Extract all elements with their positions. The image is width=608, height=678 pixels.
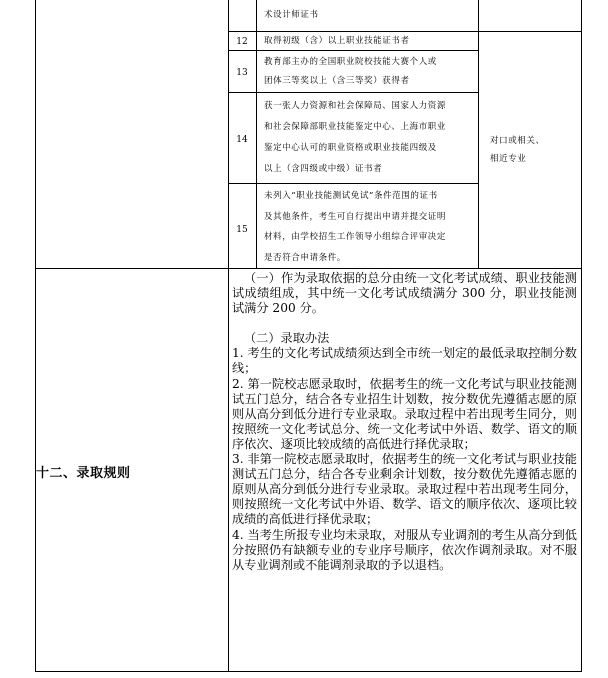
row-text-line: 材料，由学校招生工作领导小组综合评审决定: [264, 232, 447, 242]
row-text-line: 以上（含四级或中级）证书者: [264, 164, 383, 174]
row-number: 12: [236, 37, 248, 47]
rules-paragraph: 3. 非第一院校志愿录取时，依据考生的统一文化考试与职业技能测试五门总分，结合各专业剩余计划数，按分数优先遵循志愿的原则从高分到低分进行专业录取。录取过程中若出现考生同分，则按照统一文化考试中外语、数学、语文的顺序依次、逐项比较成绩的高低进行择优录取；: [232, 452, 577, 527]
row-text-line: 是否符合申请条件。: [264, 252, 346, 263]
rules-paragraph: 4. 当考生所报专业均未录取，对服从专业调剂的考生从高分到低分按照仍有缺额专业的专业序号顺序，依次作调剂录取。对不服从专业调剂或不能调剂录取的予以退档。: [232, 527, 577, 572]
section-title: 十二、录取规则: [36, 466, 131, 481]
rules-subheading: （二）录取办法: [244, 331, 330, 346]
row-text: [264, 32, 479, 51]
row-text-line: 团体三等奖以上（含三等奖）获得者: [264, 75, 410, 86]
rules-paragraph: 2. 第一院校志愿录取时，依据考生的统一文化考试与职业技能测试五门总分，结合各专业招生计划数，按分数优先遵循志愿的原则从高分到低分进行专业录取。录取过程中若出现考生同分，则按照统一文化考试总分、统一文化考试中外语、数学、语文的顺序依次、逐项比较成绩的高低进行择优录取；: [232, 376, 577, 451]
rules-paragraph: 1. 考生的文化考试成绩须达到全市统一划定的最低录取控制分数线；: [232, 346, 577, 376]
row-text-line: 及其他条件，考生可自行提出申请并提交证明: [264, 211, 447, 222]
subtable-col-line-1: [256, 0, 257, 268]
requirement-line: 对口或相关、: [490, 136, 545, 146]
row-text-line: 未列入“职业技能测试免试”条件范围的证书: [264, 191, 438, 201]
row-number: 15: [236, 225, 248, 235]
row-text-line: 取得初级（含）以上职业技能证书者: [264, 36, 410, 46]
row-text: [264, 96, 479, 180]
subtable-row-line: [228, 92, 478, 93]
requirement-line: 相近专业: [490, 154, 527, 164]
row-text-line: 和社会保障部职业技能鉴定中心、上海市职业: [264, 122, 447, 132]
subtable-row-line: [228, 183, 478, 184]
row-text: [264, 186, 479, 268]
table-border-bottom: [35, 671, 582, 672]
row-text-line: 术设计师证书: [264, 10, 319, 20]
row-text-line: 教育部主办的全国职业院校技能大赛个人或: [264, 57, 437, 67]
table-border-left: [35, 0, 36, 672]
row-text-line: 获一张人力资源和社会保障局、国家人力资源: [264, 101, 447, 111]
section-divider: [35, 268, 582, 269]
row-text: [264, 6, 479, 25]
rules-paragraph: （一）作为录取依据的总分由统一文化考试成绩、职业技能测试成绩组成，其中统一文化考试成绩满分 300 分，职业技能测试满分 200 分。: [232, 271, 577, 316]
row-number: 13: [236, 68, 248, 78]
paragraph-gap: [232, 316, 577, 331]
table-border-mid: [228, 0, 229, 672]
row-text-line: 鉴定中心认可的职业资格或职业技能四级及: [264, 143, 437, 153]
row-number: 14: [236, 135, 248, 145]
table-border-right: [581, 0, 582, 672]
requirement-cell: [490, 132, 580, 168]
row-text: [264, 53, 479, 90]
admission-rules-text: [232, 271, 577, 573]
subtable-row-line: [478, 31, 581, 32]
